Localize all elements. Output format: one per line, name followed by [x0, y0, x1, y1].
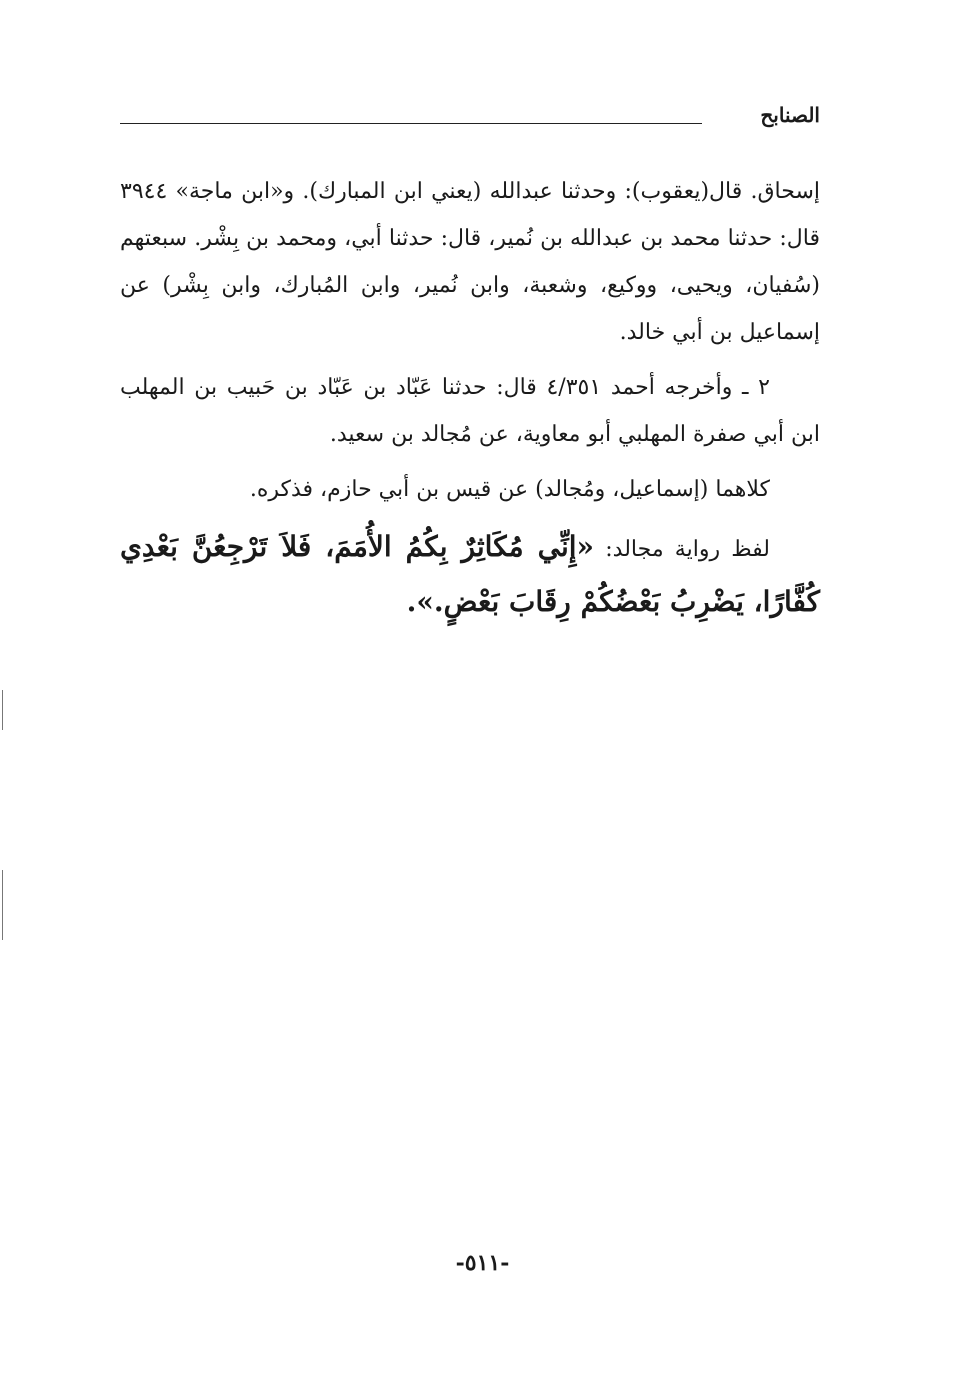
paragraph-hadith	[120, 521, 820, 631]
running-head-title: الصنابح	[760, 103, 820, 127]
main-text	[120, 168, 820, 639]
paragraph-3: كلاهما (إسماعيل، ومُجالد) عن قيس بن أبي حازم، فذكره.	[249, 477, 770, 502]
paragraph-1: إسحاق. قال(يعقوب): وحدثنا عبدالله (يعني ابن المبارك). و«ابن ماجة» ٣٩٤٤ قال: حدثنا محمد بن عبدالله بن نُمير، قال: حدثنا أبي، ومحمد بن بِشْر. سبعتهم (سُفيان، ويحيى، ووكيع، وشعبة، وابن نُمير، وابن المُبارك، وابن بِشْر) عن إسماعيل بن أبي خالد.	[120, 179, 820, 345]
page-header	[120, 100, 820, 130]
hadith-intro: لفظ رواية مجالد:	[605, 537, 770, 562]
page-number: -٥١١-	[455, 1250, 510, 1276]
scan-margin-mark	[2, 690, 3, 730]
hadith-quote: «إِنِّي مُكَاثِرٌ بِكُمُ الأُمَمَ، فَلاَ تَرْجِعُنَّ بَعْدِي كُفَّارًا، يَضْرِبُ بَعْضُكُمْ رِقَابَ بَعْضٍ.».	[120, 530, 820, 618]
paragraph-2: ٢ ـ وأخرجه أحمد ٤/٣٥١ قال: حدثنا عَبّاد بن عَبّاد بن حَبيب بن المهلب ابن أبي صفرة المهلبي أبو معاوية، عن مُجالد بن سعيد.	[120, 375, 820, 447]
scan-margin-mark	[2, 870, 3, 940]
